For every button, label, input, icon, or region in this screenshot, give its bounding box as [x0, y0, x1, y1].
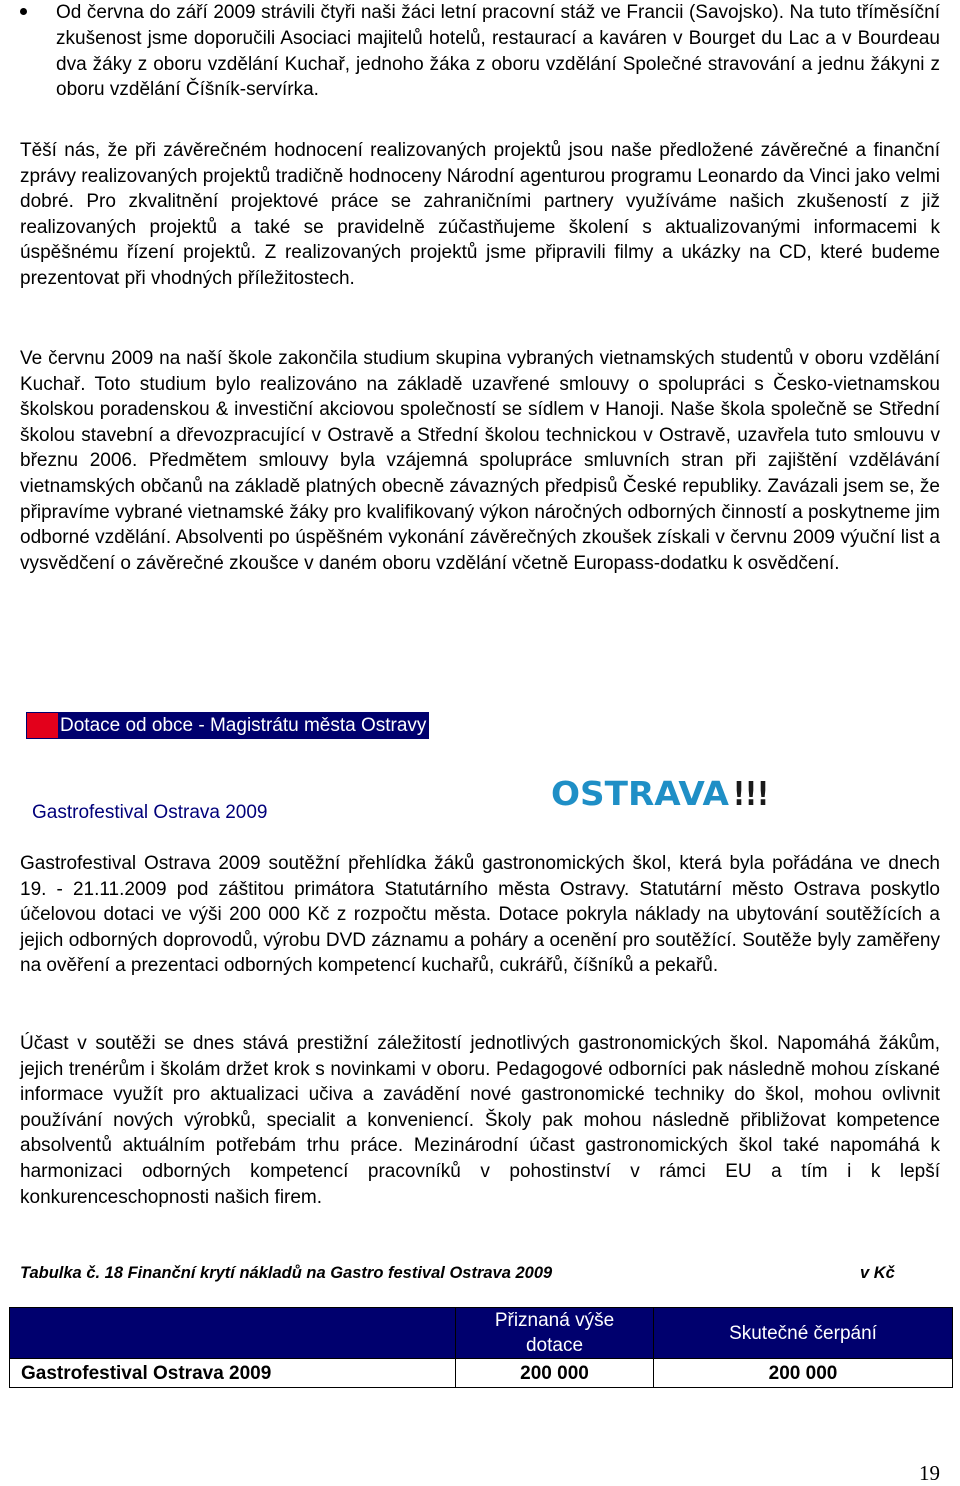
- ostrava-logo-exclaim: !!!: [733, 774, 769, 813]
- paragraph-vietnam: Ve červnu 2009 na naší škole zakončila studium skupina vybraných vietnamských studentů v oboru vzdělání Kuchař. Toto studium bylo realizováno na základě uzavřené smlouvy o spolupráci s Česko-vietnamskou školskou poradenskou & investiční akciovou společností se sídlem v Hanoji. Naše škola společně se Střední školou stavební a dřevozpracující v Ostravě a Střední školou technickou v Ostravě, uzavřela tuto smlouvu v březnu 2006. Předmětem smlouvy byla vzájemná spolupráce smluvních stran při zajištění vzdělávání vietnamských občanů na základě platných obecně závazných předpisů České republiky. Zavázali jsem se, že připravíme vybrané vietnamské žáky pro kvalifikovaný výkon náročných odborných činností a poskytneme jim odborné vzdělání. Absolventi po úspěšném vykonání závěrečných zkoušek získali v červnu 2009 výuční list a vysvědčení o závěrečné zkoušce v daném oboru vzdělání včetně Europass-dodatku k osvědčení.: [20, 348, 940, 574]
- bullet-icon: [20, 8, 27, 15]
- table-units: v Kč: [860, 1264, 895, 1282]
- bullet-list: [20, 0, 940, 103]
- page-number: 19: [919, 1461, 940, 1485]
- paragraph-gastrofestival: Gastrofestival Ostrava 2009 soutěžní přehlídka žáků gastronomických škol, která byla pořádána ve dnech 19. - 21.11.2009 pod záštitou primátora Statutárního města Ostravy. Statutární město Ostrava poskytlo účelovou dotaci ve výši 200 000 Kč z rozpočtu města. Dotace pokryla náklady na ubytování soutěžících a jejich odborných doprovodů, výrobu DVD záznamu a poháry a ocenění pro soutěžící. Soutěže byly zaměřeny na ověření a prezentaci odborných kompetencí kuchařů, cukrářů, číšníků a pekařů.: [20, 853, 940, 977]
- table-caption-text: Tabulka č. 18 Finanční krytí nákladů na Gastro festival Ostrava 2009: [20, 1264, 553, 1282]
- section-header-label: Dotace od obce - Magistrátu města Ostravy: [60, 715, 427, 736]
- financing-table: [9, 1307, 953, 1388]
- bullet-item-internship: [20, 0, 940, 103]
- bullet-text: Od června do září 2009 strávili čtyři naši žáci letní pracovní stáž ve Francii (Savojsko). Na tuto tříměsíční zkušenost jsme doporučili Asociaci majitelů hotelů, restaurací a kaváren v Bourget du Lac a v Bourdeau dva žáky z oboru vzdělání Kuchař, jednoho žáka z oboru vzdělání Společné stravování a jednu žákyni z oboru vzdělání Číšník-servírka.: [56, 2, 940, 101]
- table-cell-spent: 200 000: [654, 1359, 953, 1388]
- table-header-cell: Skutečné čerpání: [654, 1308, 953, 1359]
- table-row: [10, 1359, 953, 1388]
- table-cell-label: Gastrofestival Ostrava 2009: [10, 1359, 456, 1388]
- table-header-row: [10, 1308, 953, 1359]
- section-header-accent: [27, 713, 58, 738]
- ostrava-logo: [551, 774, 771, 813]
- table-cell-granted: 200 000: [456, 1359, 654, 1388]
- paragraph-participation: Účast v soutěži se dnes stává prestižní záležitostí jednotlivých gastronomických škol. Napomáhá žákům, jejich trenérům i školám držet krok s novinkami v oboru. Pedagogové odborníci pak následně mohou získané informace využít pro aktualizaci učiva a zavádění nové gastronomické techniky do škol, mohou ovlivnit používání nových výrobků, specialit a konveniencí. Školy pak mohou následně přibližovat kompetence absolventů aktuálním potřebám trhu práce. Mezinárodní účast gastronomických škol také napomáhá k harmonizaci odborných kompetencí pracovníků v pohostinství v rámci EU a tím i k lepší konkurenceschopnosti našich firem.: [20, 1033, 940, 1208]
- table-caption: [20, 1262, 940, 1284]
- section-header-subsidy: [26, 712, 429, 739]
- gastrofestival-title: Gastrofestival Ostrava 2009: [32, 802, 268, 823]
- ostrava-logo-text: OSTRAVA: [551, 774, 730, 813]
- table-header-cell: Přiznaná výše dotace: [456, 1308, 654, 1359]
- paragraph-evaluation: Těší nás, že při závěrečném hodnocení realizovaných projektů jsou naše předložené závěrečné a finanční zprávy realizovaných projektů tradičně hodnoceny Národní agenturou programu Leonardo da Vinci jako velmi dobré. Pro zkvalitnění projektové práce se zahraničními partnery využíváme našich zkušeností z již realizovaných projektů a také se pravidelně zúčastňujeme školení s aktualizovanými informacemi k úspěšnému řízení projektů. Z realizovaných projektů jsme připravili filmy a ukázky na CD, které budeme prezentovat při vhodných příležitostech.: [20, 140, 940, 289]
- table-header-cell: [10, 1308, 456, 1359]
